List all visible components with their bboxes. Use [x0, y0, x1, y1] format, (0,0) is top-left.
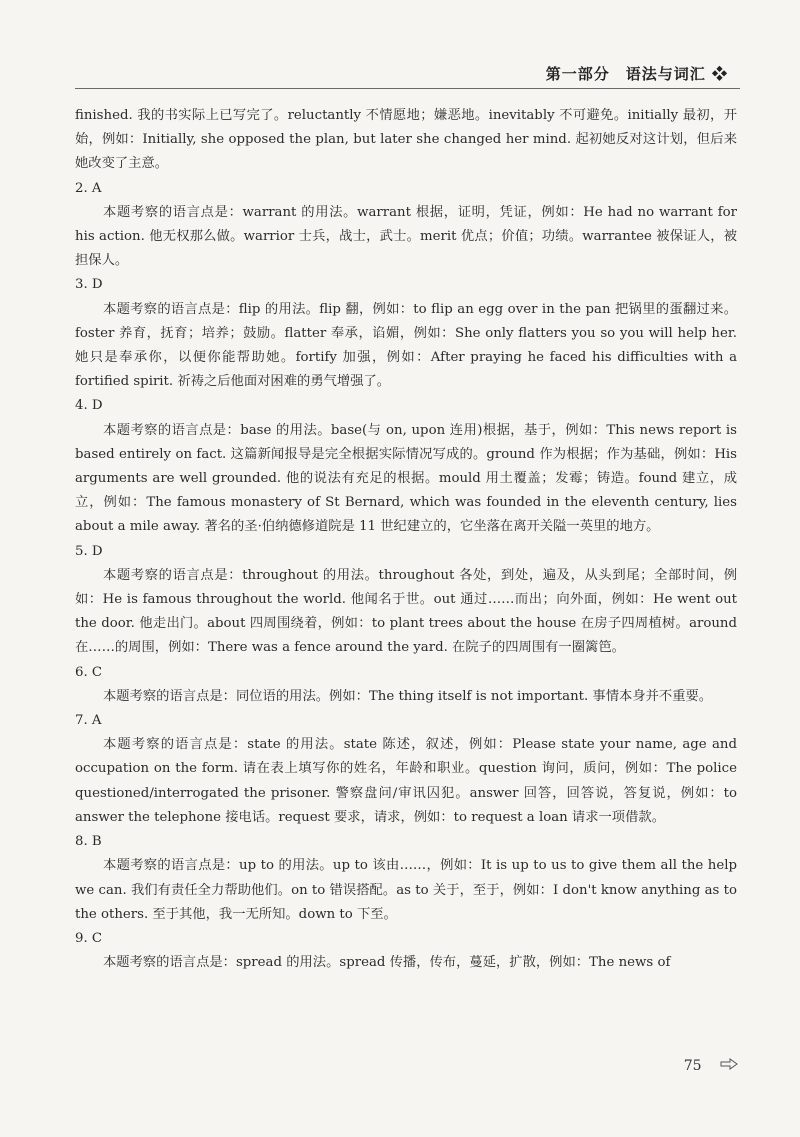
answer-explanations [75, 104, 737, 975]
explanation-paragraph: 本题考察的语言点是：同位语的用法。例如：The thing itself is not important. 事情本身并不重要。 [103, 688, 713, 704]
answer-label: 8. B [75, 834, 102, 850]
explanation-paragraph: 本题考察的语言点是：throughout 的用法。throughout 各处，到处，遍及，从头到尾；全部时间，例如：He is famous throughout the world. 他闻名于世。out 通过……而出；向外面，例如：He went out the door. 他走出门。about 四周围绕着，例如：to plant trees about the house 在房子四周植树。around 在……的周围，例如：There was a fence around the yard. 在院子的四周围有一圈篱笆。 [75, 567, 737, 656]
explanation-paragraph: 本题考察的语言点是：up to 的用法。up to 该由……，例如：It is up to us to give them all the help we can. 我们有责任全力帮助他们。on to 错误搭配。as to 关于，至于，例如：I don't know anything as to the others. 至于其他，我一无所知。down to 下至。 [75, 858, 737, 922]
explanation-paragraph: 本题考察的语言点是：spread 的用法。spread 传播，传布，蔓延，扩散，例如：The news of [103, 955, 671, 971]
page-header [0, 55, 800, 95]
next-page-arrow-icon [720, 1058, 738, 1074]
answer-label: 3. D [75, 277, 103, 293]
answer-label: 9. C [75, 930, 103, 946]
explanation-paragraph: 本题考察的语言点是：base 的用法。base(与 on, upon 连用)根据，基于，例如：This news report is based entirely on fact. 这篇新闻报导是完全根据实际情况写成的。ground 作为根据；作为基础，例如：His arguments are well grounded. 他的说法有充足的根据。mould 用土覆盖；发霉；铸造。found 建立，成立，例如：The famous monastery of St Bernard, which was founded in the eleventh century, lies about a mile away. 著名的圣·伯纳德修道院是 11 世纪建立的，它坐落在离开关隘一英里的地方。 [75, 422, 737, 535]
explanation-paragraph: 本题考察的语言点是：warrant 的用法。warrant 根据，证明，凭证，例如：He had no warrant for his action. 他无权那么做。warrior 士兵，战士，武士。merit 优点；价值；功绩。warrantee 被保证人，被担保人。 [75, 204, 737, 269]
page-number: 75 [683, 1058, 702, 1074]
diamond-ornament-icon: ❖ [711, 65, 728, 83]
intro-paragraph: finished. 我的书实际上已写完了。reluctantly 不情愿地；嫌恶地。inevitably 不可避免。initially 最初，开始，例如：Initially, she opposed the plan, but later she changed her mind. 起初她反对这计划，但后来她改变了主意。 [75, 108, 737, 172]
answer-label: 4. D [75, 398, 103, 414]
page-footer [684, 1058, 738, 1074]
answer-label: 7. A [75, 713, 102, 729]
explanation-paragraph: 本题考察的语言点是：state 的用法。state 陈述，叙述，例如：Please state your name, age and occupation on the form. 请在表上填写你的姓名，年龄和职业。question 询问，质问，例如：The police questioned/interrogated the prisoner. 警察盘问/审讯囚犯。answer 回答，回答说，答复说，例如：to answer the telephone 接电话。request 要求，请求，例如：to request a loan 请求一项借款。 [75, 737, 737, 825]
answer-label: 2. A [75, 180, 102, 196]
answer-label: 5. D [75, 543, 103, 559]
section-title-text: 第一部分 语法与词汇 [545, 65, 706, 83]
header-divider [75, 88, 740, 89]
answer-label: 6. C [75, 664, 103, 680]
explanation-paragraph: 本题考察的语言点是：flip 的用法。flip 翻，例如：to flip an egg over in the pan 把锅里的蛋翻过来。foster 养育，抚育；培养；鼓励。flatter 奉承，谄媚，例如：She only flatters you so you will help her. 她只是奉承你，以便你能帮助她。fortify 加强，例如：After praying he faced his difficulties with a fortified spirit. 祈祷之后他面对困难的勇气增强了。 [75, 301, 737, 390]
section-title [546, 63, 728, 84]
